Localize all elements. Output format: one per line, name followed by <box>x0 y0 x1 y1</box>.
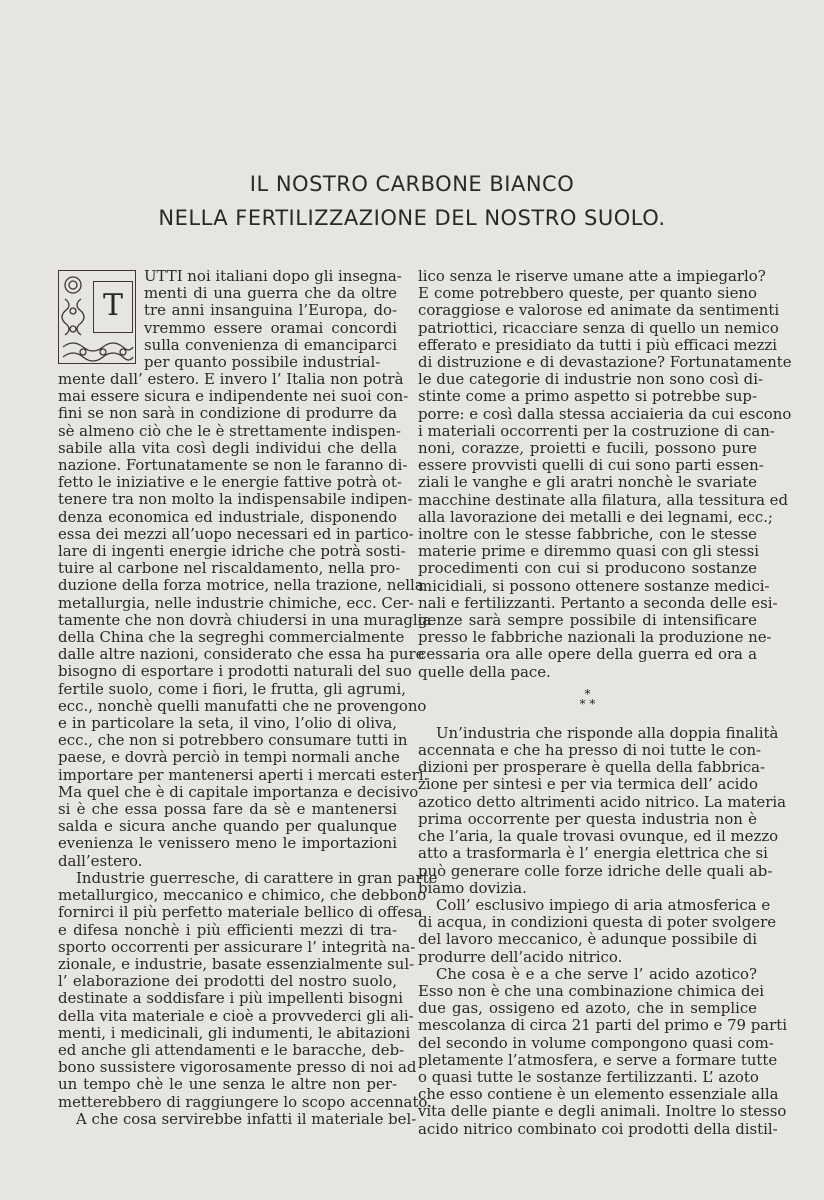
text-line: per quanto possibile industrial- <box>144 353 381 372</box>
text-line: tre anni insanguina l’Europa, do- <box>144 301 397 320</box>
text-line: menti di una guerra che da oltre <box>144 284 397 303</box>
text-line: destinate a soddisfare i più impellenti bisogni <box>58 989 404 1008</box>
text-line: vita delle piante e degli animali. Inoltre lo stesso <box>418 1102 787 1121</box>
text-line: efferato e presidiato da tutti i più efficaci mezzi <box>418 335 778 354</box>
text-line: porre: e così dalla stessa acciaieria da cui escono <box>418 404 792 423</box>
text-line: si è che essa possa fare da sè e mantenersi <box>58 800 397 819</box>
text-line: ziali le vanghe e gli aratri nonchè le svariate <box>418 473 757 492</box>
text-line: stinte come a primo aspetto si potrebbe sup- <box>418 387 757 406</box>
text-line: accennata e che ha presso di noi tutte le con- <box>418 741 762 760</box>
text-line: micidiali, si possono ottenere sostanze medici- <box>418 576 770 595</box>
text-line: nazione. Fortunatamente se non le faranno di- <box>58 456 408 475</box>
text-line: zione per sintesi e per via termica dell’ acido <box>418 775 758 794</box>
text-line: macchine destinate alla filatura, alla tessitura ed <box>418 490 789 509</box>
text-line: del lavoro meccanico, è adunque possibile di <box>418 930 757 949</box>
text-line: i materiali occorrenti per la costruzione di can- <box>418 421 775 440</box>
page-title: IL NOSTRO CARBONE BIANCO <box>249 172 575 196</box>
intro-text <box>144 267 402 372</box>
text-line: della vita materiale e cioè a provvederci gli ali- <box>58 1006 414 1025</box>
text-line: mente dall’ estero. E invero l’ Italia non potrà <box>58 370 404 388</box>
text-line: mai essere sicura e indipendente nei suoi con- <box>58 387 409 406</box>
text-line: denza economica ed industriale, disponendo <box>58 507 397 526</box>
text-line: mescolanza di circa 21 parti del primo e 79 parti <box>418 1016 788 1035</box>
text-line: duzione della forza motrice, nella trazione, nella <box>58 576 424 595</box>
separator-star-top: * <box>584 686 591 701</box>
text-line: sporto occorrenti per assicurare l’ integrità na- <box>58 937 416 956</box>
text-line: azotico detto altrimenti acido nitrico. La materia <box>418 792 786 811</box>
text-line: essa dei mezzi all’uopo necessari ed in partico- <box>58 524 414 543</box>
text-line: Un’industria che risponde alla doppia finalità <box>436 723 779 742</box>
text-line: procedimenti con cui si producono sostanze <box>418 559 757 578</box>
text-line: fini se non sarà in condizione di produrre da <box>58 404 397 423</box>
text-line: sabile alla vita così degli individui che della <box>58 438 397 457</box>
text-line: noni, corazze, proietti e fucili, possono pure <box>418 439 757 458</box>
text-line: Coll’ esclusivo impiego di aria atmosferica e <box>436 895 771 914</box>
text-line: essere provvisti quelli di cui sono parti essen- <box>418 456 764 475</box>
paragraph <box>418 895 777 966</box>
text-line: e in particolare la seta, il vino, l’olio di oliva, <box>58 714 397 733</box>
text-line: sè almeno ciò che le è strettamente indispen- <box>58 421 401 440</box>
text-line: tenere tra non molto la indispensabile indipen- <box>58 490 413 509</box>
text-line: biamo dovizia. <box>418 878 527 897</box>
text-line: quelle della pace. <box>418 662 551 681</box>
text-line: fornirci il più perfetto materiale bellico di offesa <box>58 903 423 922</box>
text-line: produrre dell’acido nitrico. <box>418 947 623 966</box>
text-line: pletamente l’atmosfera, e serve a formare tutte <box>418 1050 778 1069</box>
text-line: cessaria ora alle opere della guerra ed ora a <box>418 645 757 664</box>
text-line: sulla convenienza di emanciparci <box>144 335 397 354</box>
text-line: importare per mantenersi aperti i mercati esteri. <box>58 765 429 784</box>
paragraph <box>58 1109 417 1128</box>
text-line: coraggiose e valorose ed animate da sentimenti <box>418 301 780 320</box>
text-line: evenienza le venissero meno le importazioni <box>58 834 397 853</box>
text-line: dalle altre nazioni, considerato che essa ha pure <box>58 645 425 664</box>
text-line: atto a trasformarla è l’ energia elettrica che si <box>418 844 768 863</box>
paragraph <box>418 723 786 897</box>
text-line: del secondo in volume compongono quasi com- <box>418 1033 774 1052</box>
text-line: salda e sicura anche quando per qualunque <box>58 817 397 836</box>
text-line: ecc., nonchè quelli manufatti che ne provengono <box>58 696 427 715</box>
text-line: bisogno di esportare i prodotti naturali del suo <box>58 662 412 681</box>
text-line: ed anche gli attendamenti e le baracche, deb- <box>58 1040 405 1059</box>
text-line: Esso non è che una combinazione chimica dei <box>418 981 765 1000</box>
right-column <box>418 267 792 1138</box>
text-line: prima occorrente per questa industria non è <box>418 809 757 828</box>
text-line: patriottici, ricacciare senza di quello un nemico <box>418 318 779 337</box>
text-line: metallurgia, nelle industrie chimiche, ecc. Cer- <box>58 593 414 612</box>
text-line: dizioni per prosperare è quella della fabbrica- <box>418 758 766 777</box>
drop-cap-ornament <box>58 270 136 364</box>
section-separator <box>418 686 757 711</box>
text-line: e difesa nonchè i più efficienti mezzi di tra- <box>58 920 397 939</box>
text-line: o quasi tutte le sostanze fertilizzanti. L’ azoto <box>418 1067 759 1086</box>
text-line: l’ elaborazione dei prodotti del nostro suolo, <box>58 972 397 991</box>
drop-cap-letter: T <box>93 281 133 333</box>
text-line: tamente che non dovrà chiudersi in una muraglia <box>58 610 432 629</box>
text-line: Che cosa è e a che serve l’ acido azotico? <box>436 964 757 983</box>
text-line: E come potrebbero queste, per quanto sieno <box>418 284 757 303</box>
text-line: che l’aria, la quale trovasi ovunque, ed il mezzo <box>418 827 779 846</box>
separator-stars: * * <box>579 696 596 711</box>
text-line: due gas, ossigeno ed azoto, che in semplice <box>418 999 757 1018</box>
text-line: UTTI noi italiani dopo gli insegna- <box>144 267 402 285</box>
paragraph <box>58 868 438 1111</box>
paragraph <box>58 370 432 870</box>
text-line: A che cosa servirebbe infatti il materiale bel- <box>76 1109 417 1128</box>
text-line: tuire al carbone nel riscaldamento, nella pro- <box>58 559 401 578</box>
text-line: può generare colle forze idriche delle quali ab- <box>418 861 773 880</box>
text-line: metterebbero di raggiungere lo scopo accennato. <box>58 1092 432 1111</box>
intro-block <box>58 267 402 372</box>
text-line: della China che la segreghi commercialmente <box>58 628 405 647</box>
text-line: acido nitrico combinato coi prodotti della distil- <box>418 1119 778 1138</box>
text-line: fetto le iniziative e le energie fattive potrà ot- <box>58 473 402 492</box>
text-line: metallurgico, meccanico e chimico, che debbono <box>58 886 427 905</box>
text-line: che esso contiene è un elemento essenziale alla <box>418 1085 779 1104</box>
text-line: dall’estero. <box>58 851 143 870</box>
text-line: Industrie guerresche, di carattere in gran parte <box>76 868 438 887</box>
text-line: fertile suolo, come i fiori, le frutta, gli agrumi, <box>58 679 406 698</box>
left-column <box>58 267 438 1128</box>
text-line: menti, i medicinali, gli indumenti, le abitazioni <box>58 1023 411 1042</box>
text-line: bono sussistere vigorosamente presso di noi ad <box>58 1058 417 1077</box>
text-line: lico senza le riserve umane atte a impiegarlo? <box>418 267 766 285</box>
text-line: vremmo essere oramai concordi <box>144 318 397 337</box>
text-line: nali e fertilizzanti. Pertanto a seconda delle esi- <box>418 593 778 612</box>
text-line: le due categorie di industrie non sono così di- <box>418 370 764 389</box>
text-line: un tempo chè le une senza le altre non per- <box>58 1075 397 1094</box>
text-line: Ma quel che è di capitale importanza e decisivo <box>58 782 419 801</box>
text-line: di acqua, in condizioni questa di poter svolgere <box>418 913 777 932</box>
paragraph <box>418 267 792 681</box>
text-line: lare di ingenti energie idriche che potrà sosti- <box>58 542 406 561</box>
page-subtitle: NELLA FERTILIZZAZIONE DEL NOSTRO SUOLO. <box>158 206 666 230</box>
text-line: inoltre con le stesse fabbriche, con le stesse <box>418 525 757 544</box>
text-line: materie prime e diremmo quasi con gli stessi <box>418 542 760 561</box>
text-line: genze sarà sempre possibile di intensificare <box>418 611 757 630</box>
text-line: di distruzione e di devastazione? Fortunatamente <box>418 353 792 372</box>
text-line: ecc., che non si potrebbero consumare tutti in <box>58 731 408 750</box>
text-line: alla lavorazione dei metalli e dei legnami, ecc.; <box>418 507 773 526</box>
text-line: presso le fabbriche nazionali la produzione ne- <box>418 628 772 647</box>
text-line: paese, e dovrà perciò in tempi normali anche <box>58 748 400 767</box>
text-line: zionale, e industrie, basate essenzialmente sul- <box>58 954 415 973</box>
paragraph <box>418 964 788 1138</box>
